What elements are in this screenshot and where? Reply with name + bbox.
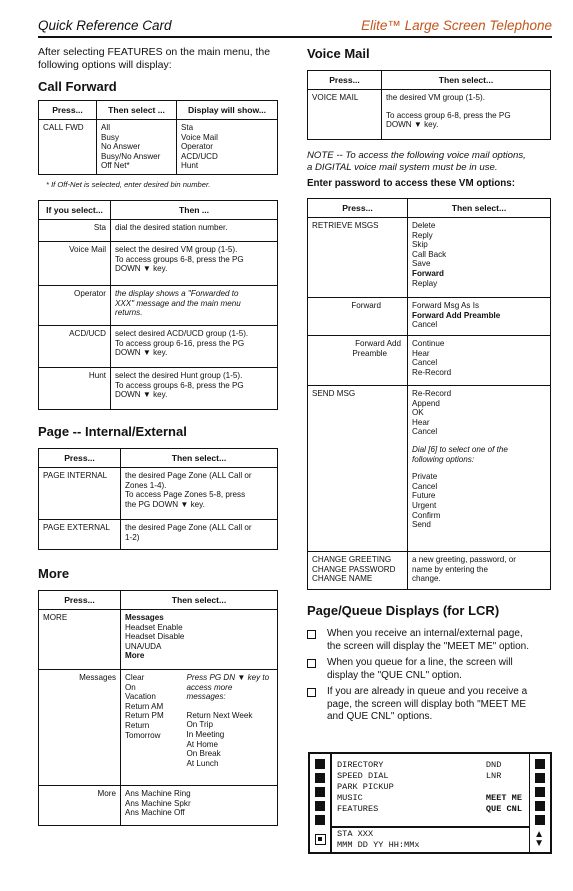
col-header: Press... [308,71,382,90]
meet-me-option: MEET ME [485,793,522,803]
option-text: Ans Machine Spkr [125,798,191,808]
option-text: All [101,123,110,132]
checkbox-icon [307,659,316,668]
option-text: Ans Machine Off [125,808,185,818]
menu-item: PARK PICKUP [337,782,394,792]
more-title: More [38,565,70,581]
press-text: Preamble [352,348,387,358]
select-cell: ACD/UCD [39,325,111,367]
menu-left [337,760,394,815]
option-text: No Answer [101,142,141,152]
option-text: Busy [101,132,119,142]
bullet-item: If you are already in queue and you receive a page, the screen will display both "MEET ME and QUE CNL" options. [307,686,553,724]
col-header: Then select... [121,448,278,467]
then-text: a new greeting, password, or [412,555,516,564]
option-text: Return [125,720,150,730]
option-text: Re-Record [412,367,452,377]
page-header [38,16,552,38]
then-cell [408,552,551,590]
option-text: Operator [181,142,213,152]
then-text: To access Page Zones 5-8, press [125,490,246,500]
then-cell [111,367,278,409]
col-header: If you select... [39,200,111,219]
softkey-right-5[interactable] [535,815,545,825]
col-header: Then select... [382,71,551,90]
right-column [307,46,553,728]
option-text: Ans Machine Ring [125,788,191,798]
option-text: Continue [412,339,445,348]
note-line: a DIGITAL voice mail system must be in use. [307,162,498,173]
col-header: Then select... [408,199,551,218]
bullet-item: When you queue for a line, the screen will display the "QUE CNL" option. [307,657,553,682]
then-text: To access group 6-8, press the PG [386,110,511,120]
more-table [38,590,278,826]
checkbox-icon [307,630,316,639]
col-header: Press... [39,590,121,609]
option-text: Messages [125,612,164,622]
then-cell [408,386,551,552]
call-forward-table [38,100,278,175]
press-cell: More [39,785,121,825]
then-text: 1-2) [125,532,140,542]
then-cell [121,785,278,825]
option-text: Cancel [412,427,438,437]
menu-item: DIRECTORY [337,760,384,770]
option-text: Return Next Week [186,710,253,720]
then-cell [121,669,183,785]
press-text: CHANGE PASSWORD [312,564,396,574]
then-cell [408,336,551,386]
option-text: Future [412,491,436,501]
option-text: Voice Mail [181,132,218,142]
option-text: Sta [181,123,194,132]
note-text: Dial [6] to select one of the [412,444,508,454]
press-text: CHANGE NAME [312,574,373,584]
option-text: Replay [412,278,438,288]
press-cell: VOICE MAIL [308,90,382,140]
then-text: DOWN ▼ key. [386,120,439,130]
status-line: MMM DD YY HH:MMx [337,840,420,850]
note-line: NOTE -- To access the following voice mail options, [307,150,526,161]
option-text: Vacation [125,692,156,702]
left-column [38,46,282,826]
then-text: the PG DOWN ▼ key. [125,499,205,509]
option-text: Private [412,472,438,482]
then-cell [121,519,278,549]
option-text: Clear [125,672,145,682]
menu-item: LNR [485,771,502,781]
then-text: DOWN ▼ key. [115,390,168,400]
menu-item: FEATURES [337,804,379,814]
option-text: Cancel [412,358,438,368]
then-cell [121,609,278,669]
then-text: To access groups 6-8, press the PG [115,254,244,264]
option-text: At Lunch [186,758,219,768]
page-title-section: Page -- Internal/External [38,423,187,439]
voice-mail-title: Voice Mail [307,46,370,61]
col-header: Press... [39,448,121,467]
option-text: Forward [412,268,444,278]
softkey-left-4[interactable] [315,801,325,811]
col-header: Then select ... [97,101,177,120]
call-forward-then-table [38,200,278,410]
option-text: Hear [412,348,430,358]
press-cell: SEND MSG [308,386,408,552]
then-cell [111,285,278,325]
bullet-item: When you receive an internal/external page, the screen will display the "MEET ME" option. [307,628,553,653]
option-text: Cancel [412,320,438,330]
note-text: access more [186,682,233,692]
then-cell [111,241,278,285]
note-text: Press PG DN ▼ key to [186,672,270,682]
checkbox-icon [307,688,316,697]
header-right-title: Elite™ Large Screen Telephone [361,18,552,33]
option-text: UNA/UDA [125,641,162,651]
col-header: Display will show... [177,101,278,120]
option-text: Confirm [412,510,441,520]
then-text: returns. [115,308,143,318]
then-text: XXX" message and the main menu [115,298,241,308]
status-line: STA XXX [337,829,374,839]
option-text: Forward Add Preamble [412,310,501,320]
press-cell: Messages [39,669,121,785]
option-text: On Trip [186,720,214,730]
footnote: * If Off-Net is selected, enter desired bin number. [46,179,211,189]
option-text: Off Net* [101,161,130,171]
then-text: To access group 6-16, press the PG [115,338,245,348]
col-header: Press... [308,199,408,218]
option-text: Save [412,259,431,269]
bullet-list [307,628,553,724]
softkey-right-3[interactable] [535,787,545,797]
then-text: change. [412,574,441,584]
col-header: Then ... [111,200,278,219]
press-text: Forward Add [355,339,401,348]
softkey-left-3[interactable] [315,787,325,797]
then-text: the desired Page Zone (ALL Call or [125,470,252,480]
option-text: Return PM [125,711,164,721]
password-text: Enter password to access these VM options: [307,178,515,189]
option-text: Append [412,398,440,408]
intro-line-1: After selecting FEATURES on the main menu, the [38,46,271,58]
then-cell [408,218,551,298]
softkey-left-2[interactable] [315,773,325,783]
note-text: following options: [412,454,475,464]
option-text: Send [412,520,431,530]
then-text: DOWN ▼ key. [115,348,168,358]
then-cell [111,219,278,241]
option-text: In Meeting [186,729,225,739]
softkey-right-1[interactable] [535,759,545,769]
display-cell [177,120,278,175]
option-text: Cancel [412,481,438,491]
option-text: Return AM [125,701,164,711]
page-arrows-icon[interactable]: ▲ ▼ [534,829,544,849]
vm-options-table [307,198,551,590]
select-cell [97,120,177,175]
press-cell [308,552,408,590]
then-text: select desired ACD/UCD group (1-5). [115,328,249,338]
then-text: select the desired VM group (1-5). [115,244,238,254]
option-text: At Home [186,739,218,749]
option-text: Headset Enable [125,622,183,632]
press-cell: Forward [308,298,408,336]
then-text: To access groups 6-8, press the PG [115,380,244,390]
then-cell [121,467,278,519]
then-text: Zones 1-4). [125,480,167,490]
option-text: More [125,651,145,661]
option-text: On Break [186,749,221,759]
softkey-left-1[interactable] [315,759,325,769]
option-text: Reply [412,230,433,240]
col-header: Press... [39,101,97,120]
then-cell [408,298,551,336]
option-text: Forward Msg As Is [412,301,480,310]
then-cell [183,669,278,785]
then-text: dial the desired station number. [115,222,228,232]
then-text: the display shows a "Forwarded to [115,288,239,298]
scroll-icon[interactable] [315,834,326,845]
then-text: name by entering the [412,564,489,574]
intro-text [38,46,282,72]
press-text: CHANGE GREETING [312,555,392,564]
select-cell: Sta [39,219,111,241]
option-text: Headset Disable [125,632,185,642]
intro-line-2: following options will display: [38,59,172,71]
then-cell [111,325,278,367]
then-text: the desired Page Zone (ALL Call or [125,522,252,532]
option-text: Hunt [181,161,199,171]
then-text: the desired VM group (1-5). [386,93,485,102]
option-text: ACD/UCD [181,151,218,161]
vm-note [307,150,553,174]
press-cell: PAGE INTERNAL [39,467,121,519]
option-text: Skip [412,240,428,250]
press-cell: PAGE EXTERNAL [39,519,121,549]
option-text: Urgent [412,500,437,510]
option-text: On [125,682,136,692]
menu-item: DND [485,760,502,770]
select-cell: Operator [39,285,111,325]
menu-item: SPEED DIAL [337,771,389,781]
col-header: Then select... [121,590,278,609]
softkey-left-5[interactable] [315,815,325,825]
menu-right [486,760,522,815]
phone-display [308,752,552,854]
status-area [337,829,420,851]
select-cell: Hunt [39,367,111,409]
option-text: Hear [412,417,430,427]
page-table [38,448,278,550]
softkey-right-4[interactable] [535,801,545,811]
option-text: Re-Record [412,389,452,398]
select-cell: Voice Mail [39,241,111,285]
then-text: DOWN ▼ key. [115,264,168,274]
press-cell: MORE [39,609,121,669]
then-text: select the desired Hunt group (1-5). [115,370,243,380]
voice-mail-table [307,70,551,140]
option-text: Busy/No Answer [101,151,161,161]
press-cell [308,336,408,386]
header-left-title: Quick Reference Card [38,18,172,33]
press-cell: CALL FWD [39,120,97,175]
option-text: Call Back [412,249,447,259]
option-text: OK [412,408,424,418]
then-cell [382,90,551,140]
softkey-right-2[interactable] [535,773,545,783]
option-text: Delete [412,221,436,230]
press-cell: RETRIEVE MSGS [308,218,408,298]
call-forward-title: Call Forward [38,79,117,94]
que-cnl-option: QUE CNL [485,804,522,814]
menu-item: MUSIC [337,793,363,803]
note-text: messages: [186,692,226,702]
page-queue-title: Page/Queue Displays (for LCR) [307,603,500,618]
option-text: Tomorrow [125,730,161,740]
